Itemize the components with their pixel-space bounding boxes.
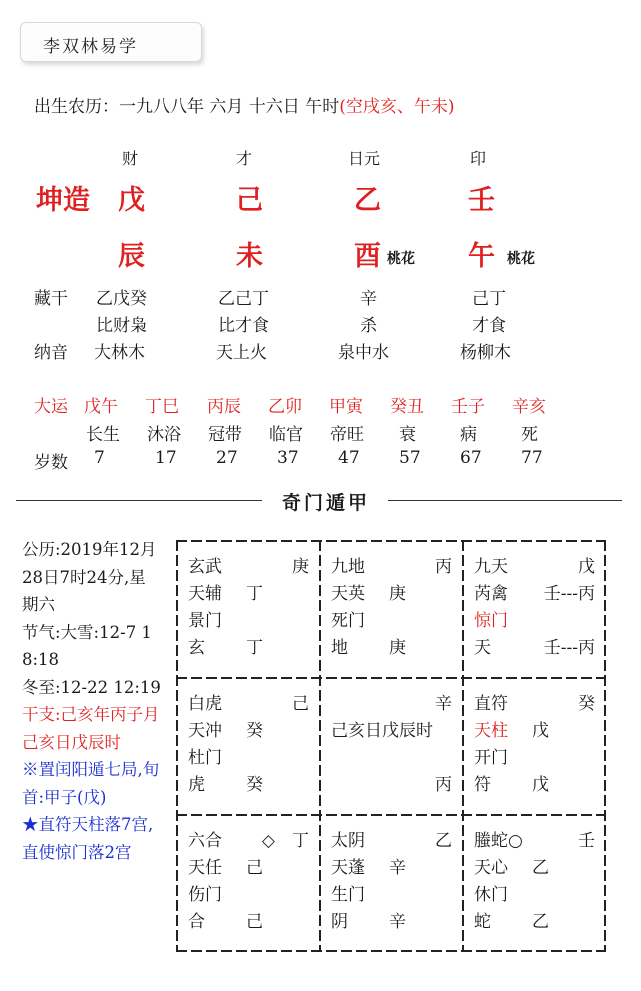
qimen-title: 奇门遁甲 (282, 492, 371, 514)
birth-date: 出生农历：一九八八年 六月 十六日 午时 (34, 97, 340, 117)
palace-star: 天冲 (188, 721, 222, 741)
suishu-item: 77 (521, 448, 543, 468)
palace-door: 景门 (188, 611, 222, 631)
palace-door: 惊门 (474, 611, 508, 631)
palace-1 (319, 828, 462, 965)
suishu-item: 67 (460, 448, 482, 468)
dayun-item: 乙卯 (268, 397, 302, 417)
palace-god: 九地 (331, 557, 365, 577)
palace-god: 直符 (474, 694, 508, 714)
palace-7 (462, 691, 605, 828)
palace-star-stem: 壬---丙 (543, 584, 595, 604)
palace-2 (462, 554, 605, 691)
palace-short-stem: 庚 (389, 638, 406, 658)
canggan-shishen-hour: 才食 (472, 316, 506, 336)
grid-line (176, 540, 606, 542)
shishen-hour: 印 (470, 149, 487, 168)
palace-star: 天辅 (188, 584, 222, 604)
ju-line: ※置闰阳遁七局,旬首:甲子(戊) (22, 760, 160, 807)
palace-star-stem: 辛 (389, 858, 406, 878)
kong-wang: (空戌亥、午未) (339, 97, 455, 117)
suishu-item: 17 (155, 448, 177, 468)
changsheng-item: 衰 (399, 425, 416, 445)
logo-text: 李双林易学 (43, 37, 138, 57)
palace-star: 天任 (188, 858, 222, 878)
palace-9 (319, 554, 462, 691)
palace-star: 天心 (474, 858, 508, 878)
shishen-month: 才 (236, 149, 253, 168)
palace-star-stem: 己 (246, 858, 263, 878)
palace-stem: 戊 (578, 557, 595, 577)
suishu-item: 57 (399, 448, 421, 468)
palace-door: 生门 (331, 885, 365, 905)
palace-star-stem: 戊 (532, 721, 549, 741)
palace-stem: ◇ 丁 (261, 831, 309, 851)
palace-door: 休门 (474, 885, 508, 905)
palace-god: 螣蛇○ (474, 831, 523, 851)
shishen-day: 日元 (348, 149, 381, 168)
palace-short-stem: 己 (246, 912, 263, 932)
changsheng-item: 死 (521, 425, 538, 445)
canggan-year: 乙戊癸 (96, 289, 147, 309)
palace-5 (319, 691, 462, 828)
canggan-label: 藏干 (34, 289, 68, 309)
zhi-month: 未 (236, 241, 263, 272)
suishu-item: 7 (94, 448, 105, 468)
jieqi-line: 节气:大雪:12-7 18:18 (22, 622, 152, 669)
palace-stem: 辛 (435, 694, 452, 714)
zhi-hour: 午 (468, 241, 495, 272)
suishu-item: 37 (277, 448, 299, 468)
palace-short: 玄 (188, 638, 205, 658)
palace-short-stem: 乙 (532, 912, 549, 932)
changsheng-item: 长生 (86, 425, 120, 445)
nayin-hour: 杨柳木 (460, 343, 511, 363)
palace-stem: 己 (292, 694, 309, 714)
palace-star-stem: 丁 (246, 584, 263, 604)
nayin-month: 天上火 (216, 343, 267, 363)
logo-badge (20, 22, 202, 62)
canggan-day: 辛 (360, 289, 377, 309)
ganzhi-line: 干支:己亥年丙子月 己亥日戊辰时 (22, 705, 160, 752)
palace-door: 杜门 (188, 748, 222, 768)
palace-stem: 乙 (435, 831, 452, 851)
dayun-item: 甲寅 (329, 397, 363, 417)
palace-door: 伤门 (188, 885, 222, 905)
changsheng-item: 帝旺 (330, 425, 364, 445)
taohua-tag-day: 桃花 (387, 251, 415, 267)
palace-4 (176, 554, 319, 691)
zhifu-line: ★直符天柱落7宫,直使惊门落2宫 (22, 815, 154, 862)
palace-stem: 壬 (578, 831, 595, 851)
changsheng-item: 冠带 (208, 425, 242, 445)
changsheng-item: 病 (460, 425, 477, 445)
shishen-year: 财 (122, 149, 139, 168)
qimen-info (22, 536, 162, 866)
suishu-item: 47 (338, 448, 360, 468)
palace-star-stem: 癸 (246, 721, 263, 741)
canggan-shishen-month: 比才食 (218, 316, 269, 336)
zhi-year: 辰 (118, 241, 145, 272)
palace-star: 芮禽 (474, 584, 508, 604)
dongzhi-line: 冬至:12-22 12:19 (22, 677, 161, 697)
palace-short: 合 (188, 912, 205, 932)
palace-short: 蛇 (474, 912, 491, 932)
palace-8 (176, 828, 319, 965)
palace-6 (462, 828, 605, 965)
palace-short-stem: 壬---丙 (543, 638, 595, 658)
divider-left (16, 500, 262, 501)
palace-star-stem: 乙 (532, 858, 549, 878)
palace-short: 天 (474, 638, 491, 658)
dayun-item: 壬子 (451, 397, 485, 417)
canggan-shishen-year: 比财枭 (96, 316, 147, 336)
nayin-day: 泉中水 (338, 343, 389, 363)
palace-god: 白虎 (188, 694, 222, 714)
palace-god: 九天 (474, 557, 508, 577)
nine-palace-grid (176, 540, 606, 952)
palace-god: 六合 (188, 831, 222, 851)
palace-god: 玄武 (188, 557, 222, 577)
palace-short: 符 (474, 775, 491, 795)
canggan-month: 乙己丁 (218, 289, 269, 309)
birth-info (34, 92, 454, 117)
palace-short-stem: 戊 (532, 775, 549, 795)
nayin-label: 纳音 (34, 343, 68, 363)
changsheng-item: 临官 (269, 425, 303, 445)
palace-stem: 庚 (292, 557, 309, 577)
canggan-hour: 己丁 (472, 289, 506, 309)
dayun-item: 丙辰 (207, 397, 241, 417)
taohua-tag-hour: 桃花 (507, 251, 535, 267)
palace-short-stem: 癸 (246, 775, 263, 795)
dayun-item: 丁巳 (145, 397, 179, 417)
dayun-label: 大运 (34, 397, 68, 417)
palace-short: 虎 (188, 775, 205, 795)
palace-short-stem: 辛 (389, 912, 406, 932)
palace-short: 地 (331, 638, 348, 658)
palace-god: 太阴 (331, 831, 365, 851)
gan-day: 乙 (354, 185, 381, 216)
palace-center-ganzhi: 己亥日戊辰时 (331, 721, 433, 741)
dayun-item: 辛亥 (512, 397, 546, 417)
dayun-item: 癸丑 (390, 397, 424, 417)
palace-short-stem: 丁 (246, 638, 263, 658)
palace-door: 开门 (474, 748, 508, 768)
palace-star: 天柱 (474, 721, 508, 741)
zao-label: 坤造 (36, 185, 90, 216)
gan-year: 戊 (118, 185, 145, 216)
zhi-day: 酉 (354, 241, 381, 272)
divider-right (388, 500, 622, 501)
gan-hour: 壬 (468, 185, 495, 216)
palace-3 (176, 691, 319, 828)
gongli-line: 公历:2019年12月28日7时24分,星期六 (22, 540, 157, 614)
changsheng-item: 沐浴 (147, 425, 181, 445)
palace-stem: 癸 (578, 694, 595, 714)
suishu-item: 27 (216, 448, 238, 468)
nayin-year: 大林木 (94, 343, 145, 363)
palace-star: 天英 (331, 584, 365, 604)
gan-month: 己 (236, 185, 263, 216)
palace-stem: 丙 (435, 557, 452, 577)
palace-star: 天蓬 (331, 858, 365, 878)
palace-door: 死门 (331, 611, 365, 631)
palace-star-stem: 庚 (389, 584, 406, 604)
canggan-shishen-day: 杀 (360, 316, 377, 336)
dayun-item: 戊午 (84, 397, 118, 417)
suishu-label: 岁数 (34, 453, 68, 473)
palace-short: 阴 (331, 912, 348, 932)
palace-short-stem: 丙 (435, 775, 452, 795)
